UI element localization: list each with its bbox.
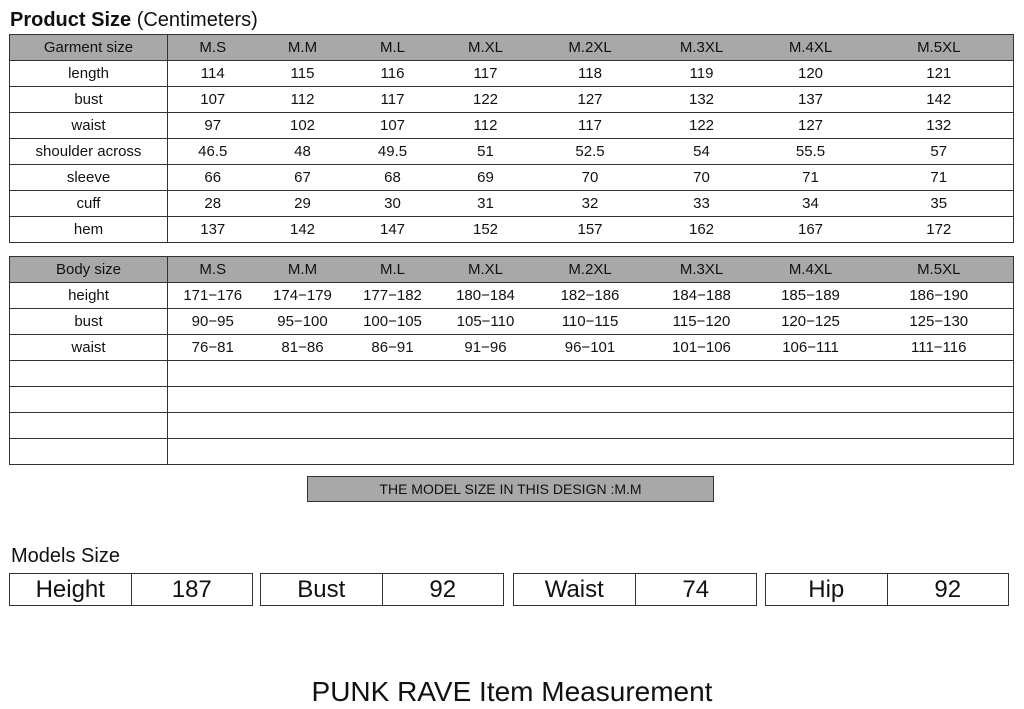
model-bust-box [260, 573, 504, 606]
garment-cell: 172 [865, 217, 1014, 243]
garment-cell: 48 [258, 139, 348, 165]
garment-header-size: M.4XL [757, 35, 865, 61]
garment-cell: 66 [168, 165, 258, 191]
body-cell: 174−179 [258, 283, 348, 309]
garment-cell: 29 [258, 191, 348, 217]
body-header-size: M.L [348, 257, 438, 283]
garment-cell: 117 [438, 61, 534, 87]
body-empty-row [10, 361, 1014, 387]
model-height-box [9, 573, 253, 606]
body-size-table [9, 256, 1014, 465]
model-waist-box [513, 573, 757, 606]
model-bust-value: 92 [382, 574, 504, 605]
body-cell: 106−111 [757, 335, 865, 361]
garment-cell: 167 [757, 217, 865, 243]
model-hip-name: Hip [808, 576, 845, 603]
garment-cell: 32 [534, 191, 647, 217]
garment-row [10, 165, 1014, 191]
garment-cell: 102 [258, 113, 348, 139]
garment-cell: 51 [438, 139, 534, 165]
body-empty-row [10, 439, 1014, 465]
garment-cell: 46.5 [168, 139, 258, 165]
garment-cell: 118 [534, 61, 647, 87]
body-cell: 177−182 [348, 283, 438, 309]
body-header-size: M.M [258, 257, 348, 283]
garment-cell: 116 [348, 61, 438, 87]
body-cell: 180−184 [438, 283, 534, 309]
garment-cell: 117 [534, 113, 647, 139]
garment-row-label: hem [10, 217, 168, 243]
body-cell: 120−125 [757, 309, 865, 335]
garment-header-size: M.S [168, 35, 258, 61]
garment-cell: 70 [647, 165, 757, 191]
garment-cell: 33 [647, 191, 757, 217]
model-height-value: 187 [131, 574, 253, 605]
garment-cell: 97 [168, 113, 258, 139]
body-empty-label [10, 413, 168, 439]
body-header-size: M.S [168, 257, 258, 283]
garment-row-label: length [10, 61, 168, 87]
garment-cell: 71 [865, 165, 1014, 191]
garment-cell: 117 [348, 87, 438, 113]
garment-header-size: M.M [258, 35, 348, 61]
garment-cell: 71 [757, 165, 865, 191]
garment-cell: 68 [348, 165, 438, 191]
body-cell: 95−100 [258, 309, 348, 335]
models-size-row [9, 573, 1014, 606]
garment-cell: 70 [534, 165, 647, 191]
garment-cell: 55.5 [757, 139, 865, 165]
garment-row-label: bust [10, 87, 168, 113]
garment-row [10, 191, 1014, 217]
body-header-size: M.3XL [647, 257, 757, 283]
model-size-banner: THE MODEL SIZE IN THIS DESIGN :M.M [307, 476, 714, 502]
garment-cell: 30 [348, 191, 438, 217]
body-empty-span [168, 387, 1014, 413]
garment-row-label: cuff [10, 191, 168, 217]
garment-cell: 31 [438, 191, 534, 217]
garment-cell: 54 [647, 139, 757, 165]
garment-cell: 121 [865, 61, 1014, 87]
garment-row [10, 217, 1014, 243]
garment-row [10, 61, 1014, 87]
title-main: Product Size [10, 9, 132, 31]
garment-row [10, 139, 1014, 165]
models-size-label: Models Size [11, 545, 120, 567]
model-hip-value: 92 [887, 574, 1009, 605]
body-cell: 182−186 [534, 283, 647, 309]
garment-cell: 120 [757, 61, 865, 87]
garment-cell: 115 [258, 61, 348, 87]
body-cell: 110−115 [534, 309, 647, 335]
body-header-label: Body size [10, 257, 168, 283]
garment-cell: 34 [757, 191, 865, 217]
body-header-size: M.XL [438, 257, 534, 283]
garment-header-size: M.XL [438, 35, 534, 61]
garment-cell: 35 [865, 191, 1014, 217]
body-cell: 125−130 [865, 309, 1014, 335]
body-header-size: M.2XL [534, 257, 647, 283]
garment-row [10, 87, 1014, 113]
title-unit: (Centimeters) [136, 9, 258, 31]
garment-row [10, 113, 1014, 139]
body-cell: 76−81 [168, 335, 258, 361]
garment-row-label: shoulder across [10, 139, 168, 165]
garment-cell: 142 [865, 87, 1014, 113]
body-cell: 100−105 [348, 309, 438, 335]
garment-header-size: M.L [348, 35, 438, 61]
body-cell: 105−110 [438, 309, 534, 335]
garment-cell: 122 [647, 113, 757, 139]
garment-header-row [10, 35, 1014, 61]
garment-cell: 127 [534, 87, 647, 113]
garment-header-size: M.3XL [647, 35, 757, 61]
garment-cell: 137 [757, 87, 865, 113]
garment-cell: 49.5 [348, 139, 438, 165]
body-cell: 186−190 [865, 283, 1014, 309]
garment-cell: 137 [168, 217, 258, 243]
body-cell: 101−106 [647, 335, 757, 361]
garment-cell: 112 [438, 113, 534, 139]
body-empty-span [168, 361, 1014, 387]
body-empty-label [10, 361, 168, 387]
body-empty-span [168, 413, 1014, 439]
garment-cell: 132 [865, 113, 1014, 139]
body-header-size: M.5XL [865, 257, 1014, 283]
garment-cell: 57 [865, 139, 1014, 165]
garment-cell: 119 [647, 61, 757, 87]
body-cell: 96−101 [534, 335, 647, 361]
body-empty-span [168, 439, 1014, 465]
body-empty-row [10, 413, 1014, 439]
garment-row-label: sleeve [10, 165, 168, 191]
body-cell: 81−86 [258, 335, 348, 361]
garment-cell: 107 [348, 113, 438, 139]
garment-row-label: waist [10, 113, 168, 139]
model-height-name: Height [35, 576, 105, 603]
garment-cell: 162 [647, 217, 757, 243]
body-row [10, 309, 1014, 335]
model-hip-box [765, 573, 1009, 606]
footer-title: PUNK RAVE Item Measurement [311, 676, 713, 707]
garment-cell: 107 [168, 87, 258, 113]
body-cell: 184−188 [647, 283, 757, 309]
garment-cell: 127 [757, 113, 865, 139]
body-row-label: waist [10, 335, 168, 361]
garment-cell: 132 [647, 87, 757, 113]
body-cell: 91−96 [438, 335, 534, 361]
body-header-row [10, 257, 1014, 283]
garment-cell: 112 [258, 87, 348, 113]
garment-header-size: M.2XL [534, 35, 647, 61]
garment-cell: 157 [534, 217, 647, 243]
body-empty-label [10, 387, 168, 413]
body-cell: 185−189 [757, 283, 865, 309]
body-empty-row [10, 387, 1014, 413]
garment-cell: 114 [168, 61, 258, 87]
model-waist-value: 74 [635, 574, 757, 605]
garment-cell: 147 [348, 217, 438, 243]
body-cell: 111−116 [865, 335, 1014, 361]
body-empty-label [10, 439, 168, 465]
body-header-size: M.4XL [757, 257, 865, 283]
garment-cell: 69 [438, 165, 534, 191]
page-title [10, 7, 258, 33]
garment-size-table [9, 34, 1014, 243]
body-row [10, 335, 1014, 361]
body-cell: 86−91 [348, 335, 438, 361]
body-row-label: bust [10, 309, 168, 335]
garment-cell: 142 [258, 217, 348, 243]
body-row-label: height [10, 283, 168, 309]
model-bust-name: Bust [297, 576, 346, 603]
garment-cell: 67 [258, 165, 348, 191]
garment-header-size: M.5XL [865, 35, 1014, 61]
garment-cell: 52.5 [534, 139, 647, 165]
garment-cell: 152 [438, 217, 534, 243]
garment-cell: 28 [168, 191, 258, 217]
garment-header-label: Garment size [10, 35, 168, 61]
body-cell: 90−95 [168, 309, 258, 335]
model-waist-name: Waist [544, 576, 604, 603]
body-cell: 171−176 [168, 283, 258, 309]
body-cell: 115−120 [647, 309, 757, 335]
garment-cell: 122 [438, 87, 534, 113]
body-row [10, 283, 1014, 309]
